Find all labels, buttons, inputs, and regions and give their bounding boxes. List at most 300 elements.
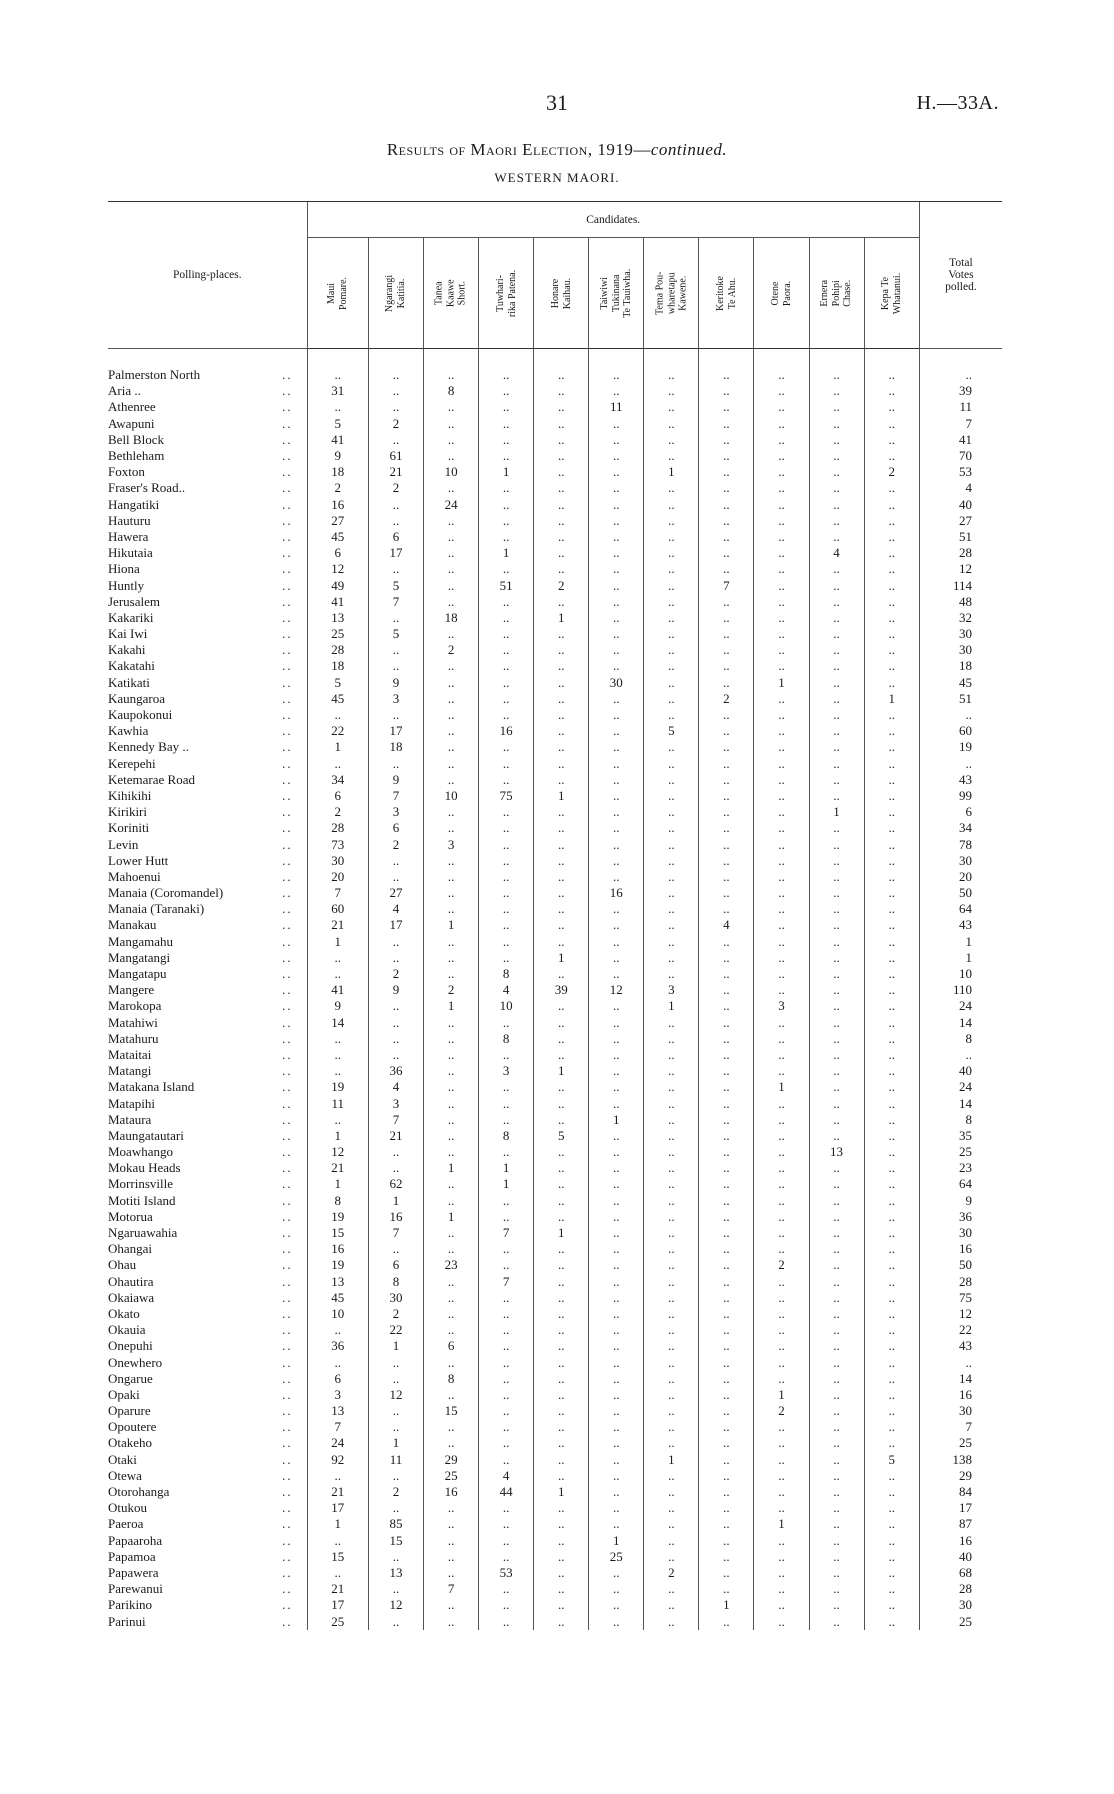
votes-cell: .. (534, 1435, 589, 1451)
leader-dots: .. (282, 933, 293, 949)
polling-place-name: Mangatapu (108, 966, 167, 982)
votes-cell: .. (589, 1516, 644, 1532)
polling-place-cell (108, 982, 307, 998)
votes-cell: .. (369, 1371, 424, 1387)
votes-cell: 8 (424, 1371, 479, 1387)
votes-cell: 8 (479, 1128, 534, 1144)
votes-cell: 5 (369, 626, 424, 642)
polling-place-cell (108, 772, 307, 788)
votes-cell: .. (479, 594, 534, 610)
votes-cell: .. (699, 675, 754, 691)
total-votes-cell: 16 (919, 1241, 1002, 1257)
votes-cell: .. (864, 1435, 919, 1451)
votes-cell: .. (479, 1306, 534, 1322)
total-votes-cell: 99 (919, 788, 1002, 804)
votes-cell: .. (809, 529, 864, 545)
votes-cell: .. (699, 1225, 754, 1241)
table-row (108, 1452, 1002, 1468)
polling-places-header: Polling-places. (108, 202, 307, 349)
candidate-name-line: Ernera (819, 279, 831, 307)
votes-cell: .. (864, 1338, 919, 1354)
total-votes-cell: 9 (919, 1193, 1002, 1209)
table-row (108, 513, 1002, 529)
votes-cell: .. (699, 448, 754, 464)
votes-cell: 23 (424, 1257, 479, 1273)
votes-cell: .. (424, 1193, 479, 1209)
votes-cell: .. (864, 561, 919, 577)
votes-cell: 7 (479, 1274, 534, 1290)
votes-cell: 34 (307, 772, 368, 788)
votes-cell: .. (589, 756, 644, 772)
polling-place-cell (108, 1403, 307, 1419)
leader-dots: .. (282, 1338, 293, 1354)
votes-cell: .. (479, 869, 534, 885)
votes-cell: .. (644, 675, 699, 691)
votes-cell: .. (809, 577, 864, 593)
votes-cell: .. (534, 1468, 589, 1484)
candidate-name-line: Te Tauiwha. (622, 268, 634, 318)
votes-cell: .. (754, 1063, 809, 1079)
votes-cell: 7 (307, 1419, 368, 1435)
votes-cell: .. (699, 1484, 754, 1500)
votes-cell: 51 (479, 577, 534, 593)
votes-cell: .. (534, 1419, 589, 1435)
total-votes-cell: 11 (919, 399, 1002, 415)
votes-cell: .. (479, 1209, 534, 1225)
total-votes-cell: 10 (919, 966, 1002, 982)
votes-cell: .. (589, 772, 644, 788)
leader-dots: .. (282, 771, 293, 787)
votes-cell: .. (424, 1112, 479, 1128)
votes-cell: .. (754, 658, 809, 674)
votes-cell: .. (864, 1079, 919, 1095)
votes-cell: .. (534, 1079, 589, 1095)
polling-place-name: Matahuru (108, 1030, 159, 1046)
votes-cell: .. (809, 982, 864, 998)
leader-dots: .. (282, 982, 293, 998)
table-row (108, 1435, 1002, 1451)
votes-cell: 20 (307, 869, 368, 885)
table-row (108, 561, 1002, 577)
polling-place-cell (108, 804, 307, 820)
votes-cell: .. (864, 966, 919, 982)
votes-cell: .. (534, 1371, 589, 1387)
total-votes-cell: 7 (919, 1419, 1002, 1435)
votes-cell: .. (307, 1112, 368, 1128)
votes-cell: .. (424, 399, 479, 415)
votes-cell: .. (534, 1095, 589, 1111)
total-votes-cell: 30 (919, 1597, 1002, 1613)
votes-cell: .. (864, 1468, 919, 1484)
votes-cell: .. (534, 869, 589, 885)
candidate-name-line: Te Ahu. (726, 277, 738, 309)
votes-cell: .. (424, 901, 479, 917)
votes-cell: .. (424, 820, 479, 836)
total-votes-cell: 64 (919, 901, 1002, 917)
table-row (108, 723, 1002, 739)
polling-place-cell (108, 577, 307, 593)
votes-cell: .. (589, 1176, 644, 1192)
total-votes-cell: 22 (919, 1322, 1002, 1338)
votes-cell: .. (479, 349, 534, 384)
votes-cell: .. (369, 1613, 424, 1629)
votes-cell: .. (479, 1549, 534, 1565)
polling-place-name: Kai Iwi (108, 626, 148, 642)
total-votes-cell: 4 (919, 480, 1002, 496)
votes-cell: .. (809, 1387, 864, 1403)
leader-dots: .. (282, 1079, 293, 1095)
votes-cell: .. (809, 497, 864, 513)
leader-dots: .. (282, 1208, 293, 1224)
table-row (108, 383, 1002, 399)
votes-cell: 1 (589, 1112, 644, 1128)
votes-cell: .. (644, 950, 699, 966)
votes-cell: 8 (369, 1274, 424, 1290)
votes-cell: .. (589, 1581, 644, 1597)
votes-cell: .. (864, 804, 919, 820)
votes-cell: .. (809, 448, 864, 464)
votes-cell: .. (699, 1419, 754, 1435)
votes-cell: .. (644, 820, 699, 836)
votes-cell: .. (479, 885, 534, 901)
candidate-name-line: Kepa Te (880, 276, 892, 310)
votes-cell: .. (699, 1144, 754, 1160)
votes-cell: 10 (479, 998, 534, 1014)
total-votes-cell: 16 (919, 1387, 1002, 1403)
votes-cell: .. (589, 707, 644, 723)
votes-cell: .. (424, 529, 479, 545)
votes-cell: .. (644, 1095, 699, 1111)
votes-cell: 7 (369, 1112, 424, 1128)
votes-cell: .. (589, 901, 644, 917)
polling-place-cell (108, 1193, 307, 1209)
votes-cell: .. (534, 804, 589, 820)
votes-cell: .. (809, 416, 864, 432)
leader-dots: .. (282, 885, 293, 901)
polling-place-name: Kakariki (108, 609, 154, 625)
votes-cell: .. (644, 1193, 699, 1209)
total-votes-cell: 16 (919, 1533, 1002, 1549)
total-votes-cell: 20 (919, 869, 1002, 885)
votes-cell: .. (754, 1371, 809, 1387)
votes-cell: .. (864, 1403, 919, 1419)
votes-cell: 4 (809, 545, 864, 561)
votes-cell: .. (864, 1419, 919, 1435)
polling-place-name: Parewanui (108, 1581, 163, 1597)
votes-cell: .. (589, 1144, 644, 1160)
votes-cell: .. (699, 950, 754, 966)
polling-place-name: Kihikihi (108, 787, 152, 803)
votes-cell: .. (809, 1516, 864, 1532)
table-row (108, 349, 1002, 384)
votes-cell: .. (699, 349, 754, 384)
table-row (108, 529, 1002, 545)
total-votes-cell: 110 (919, 982, 1002, 998)
polling-place-cell (108, 1500, 307, 1516)
table-row (108, 1565, 1002, 1581)
votes-cell: 13 (307, 610, 368, 626)
votes-cell: .. (369, 1015, 424, 1031)
leader-dots: .. (282, 1613, 293, 1629)
votes-cell: .. (534, 1193, 589, 1209)
table-row (108, 658, 1002, 674)
votes-cell: .. (307, 1063, 368, 1079)
candidate-header-7 (699, 238, 754, 349)
leader-dots: .. (282, 1354, 293, 1370)
votes-cell: .. (589, 642, 644, 658)
votes-cell: .. (369, 432, 424, 448)
votes-cell: .. (809, 480, 864, 496)
votes-cell: .. (809, 1533, 864, 1549)
votes-cell: .. (534, 448, 589, 464)
votes-cell: .. (307, 966, 368, 982)
leader-dots: .. (282, 1289, 293, 1305)
polling-place-name: Ketemarae Road (108, 771, 195, 787)
votes-cell: .. (589, 1500, 644, 1516)
votes-cell: 3 (307, 1387, 368, 1403)
votes-cell: 10 (424, 464, 479, 480)
table-row (108, 1274, 1002, 1290)
votes-cell: .. (589, 1274, 644, 1290)
candidate-header-1 (369, 238, 424, 349)
leader-dots: .. (282, 1095, 293, 1111)
votes-cell: .. (424, 448, 479, 464)
votes-cell: .. (864, 1516, 919, 1532)
votes-cell: .. (589, 464, 644, 480)
votes-cell: 9 (369, 675, 424, 691)
votes-cell: .. (864, 1128, 919, 1144)
leader-dots: .. (282, 642, 293, 658)
leader-dots: .. (282, 448, 293, 464)
votes-cell: .. (864, 399, 919, 415)
votes-cell: .. (864, 1484, 919, 1500)
votes-cell: .. (534, 917, 589, 933)
votes-cell: .. (534, 675, 589, 691)
votes-cell: .. (809, 1031, 864, 1047)
votes-cell: .. (864, 497, 919, 513)
votes-cell: .. (809, 1274, 864, 1290)
leader-dots: .. (282, 609, 293, 625)
leader-dots: .. (282, 1273, 293, 1289)
leader-dots: .. (282, 1176, 293, 1192)
votes-cell: 19 (307, 1079, 368, 1095)
total-votes-cell: 14 (919, 1015, 1002, 1031)
votes-cell: .. (644, 853, 699, 869)
votes-cell: 13 (307, 1274, 368, 1290)
votes-cell: .. (864, 448, 919, 464)
votes-cell: .. (754, 1533, 809, 1549)
votes-cell: 21 (307, 1160, 368, 1176)
polling-place-cell (108, 934, 307, 950)
votes-cell: .. (369, 1419, 424, 1435)
total-votes-cell: 29 (919, 1468, 1002, 1484)
votes-cell: 8 (424, 383, 479, 399)
votes-cell: .. (864, 432, 919, 448)
total-votes-cell: 70 (919, 448, 1002, 464)
votes-cell: 30 (307, 853, 368, 869)
votes-cell: 2 (864, 464, 919, 480)
votes-cell: 5 (644, 723, 699, 739)
votes-cell: .. (809, 1403, 864, 1419)
votes-cell: .. (699, 626, 754, 642)
votes-cell: .. (644, 1613, 699, 1629)
polling-place-cell (108, 480, 307, 496)
votes-cell: .. (754, 1338, 809, 1354)
polling-place-name: Aria .. (108, 383, 141, 399)
total-votes-cell: 41 (919, 432, 1002, 448)
votes-cell: .. (644, 739, 699, 755)
votes-cell: .. (479, 513, 534, 529)
votes-cell: 17 (307, 1500, 368, 1516)
votes-cell: .. (754, 1144, 809, 1160)
total-votes-cell: 6 (919, 804, 1002, 820)
votes-cell: 1 (809, 804, 864, 820)
votes-cell: .. (754, 723, 809, 739)
votes-cell: .. (644, 1549, 699, 1565)
votes-cell: .. (754, 1095, 809, 1111)
votes-cell: .. (754, 1209, 809, 1225)
candidate-name-line: Maui (326, 282, 338, 304)
candidate-header-9 (809, 238, 864, 349)
leader-dots: .. (282, 787, 293, 803)
votes-cell: .. (644, 1322, 699, 1338)
polling-place-cell (108, 1484, 307, 1500)
table-row (108, 1403, 1002, 1419)
votes-cell: .. (534, 497, 589, 513)
votes-cell: 2 (369, 480, 424, 496)
leader-dots: .. (282, 545, 293, 561)
votes-cell: .. (699, 658, 754, 674)
leader-dots: .. (282, 1192, 293, 1208)
votes-cell: .. (369, 1144, 424, 1160)
leader-dots: .. (282, 820, 293, 836)
votes-cell: .. (699, 1176, 754, 1192)
votes-cell: 2 (424, 642, 479, 658)
votes-cell: .. (479, 1516, 534, 1532)
polling-place-cell (108, 820, 307, 836)
votes-cell: .. (754, 1500, 809, 1516)
votes-cell: .. (479, 1290, 534, 1306)
votes-cell: .. (479, 1095, 534, 1111)
table-row (108, 1581, 1002, 1597)
votes-cell: .. (534, 1581, 589, 1597)
total-votes-cell: 8 (919, 1031, 1002, 1047)
votes-cell: .. (644, 1015, 699, 1031)
votes-cell: .. (644, 1063, 699, 1079)
votes-cell: .. (754, 594, 809, 610)
votes-cell: 2 (754, 1403, 809, 1419)
votes-cell: .. (699, 934, 754, 950)
votes-cell: .. (864, 1257, 919, 1273)
leader-dots: .. (282, 431, 293, 447)
votes-cell: .. (424, 513, 479, 529)
votes-cell: 1 (424, 1160, 479, 1176)
votes-cell: 21 (307, 1581, 368, 1597)
votes-cell: .. (699, 497, 754, 513)
polling-place-cell (108, 788, 307, 804)
votes-cell: .. (479, 820, 534, 836)
votes-cell: .. (307, 707, 368, 723)
votes-cell: .. (864, 1549, 919, 1565)
polling-place-name: Manaia (Taranaki) (108, 901, 205, 917)
votes-cell: .. (754, 1468, 809, 1484)
votes-cell: 1 (754, 675, 809, 691)
votes-cell: .. (699, 1581, 754, 1597)
votes-cell: .. (754, 416, 809, 432)
votes-cell: .. (754, 917, 809, 933)
votes-cell: .. (644, 577, 699, 593)
votes-cell: 29 (424, 1452, 479, 1468)
votes-cell: 19 (307, 1209, 368, 1225)
document-reference: H.—33A. (916, 92, 999, 114)
polling-place-name: Mokau Heads (108, 1160, 181, 1176)
leader-dots: .. (282, 1548, 293, 1564)
polling-place-cell (108, 691, 307, 707)
votes-cell: .. (754, 1549, 809, 1565)
polling-place-cell (108, 723, 307, 739)
votes-cell: .. (534, 1565, 589, 1581)
polling-place-name: Papawera (108, 1564, 159, 1580)
votes-cell: .. (809, 1613, 864, 1629)
votes-cell: .. (479, 1193, 534, 1209)
leader-dots: .. (282, 1160, 293, 1176)
votes-cell: .. (809, 1257, 864, 1273)
votes-cell: .. (424, 416, 479, 432)
votes-cell: .. (699, 901, 754, 917)
table-row (108, 1597, 1002, 1613)
votes-cell: .. (534, 1257, 589, 1273)
votes-cell: .. (699, 1160, 754, 1176)
votes-cell: .. (864, 1500, 919, 1516)
votes-cell: .. (699, 869, 754, 885)
votes-cell: .. (644, 1354, 699, 1370)
votes-cell: 2 (754, 1257, 809, 1273)
leader-dots: .. (282, 383, 293, 399)
total-votes-cell: 28 (919, 545, 1002, 561)
total-votes-cell: 28 (919, 1581, 1002, 1597)
votes-cell: .. (754, 1435, 809, 1451)
votes-cell: .. (589, 448, 644, 464)
table-row (108, 464, 1002, 480)
votes-cell: .. (754, 1128, 809, 1144)
votes-cell: .. (809, 820, 864, 836)
table-row (108, 642, 1002, 658)
table-row (108, 1063, 1002, 1079)
table-row (108, 950, 1002, 966)
table-row (108, 691, 1002, 707)
votes-cell: 11 (589, 399, 644, 415)
votes-cell: .. (424, 1565, 479, 1581)
votes-cell: 62 (369, 1176, 424, 1192)
table-row (108, 869, 1002, 885)
leader-dots: .. (282, 464, 293, 480)
total-votes-cell: 36 (919, 1209, 1002, 1225)
polling-place-name: Hikutaia (108, 545, 153, 561)
votes-cell: .. (369, 642, 424, 658)
votes-cell: .. (809, 772, 864, 788)
votes-cell: .. (754, 610, 809, 626)
table-row (108, 416, 1002, 432)
leader-dots: .. (282, 1322, 293, 1338)
votes-cell: .. (589, 658, 644, 674)
polling-place-name: Kennedy Bay .. (108, 739, 189, 755)
total-votes-cell: 1 (919, 950, 1002, 966)
votes-cell: 1 (534, 1484, 589, 1500)
votes-cell: 1 (369, 1338, 424, 1354)
votes-cell: .. (589, 1322, 644, 1338)
votes-cell: 12 (369, 1597, 424, 1613)
polling-place-cell (108, 1209, 307, 1225)
